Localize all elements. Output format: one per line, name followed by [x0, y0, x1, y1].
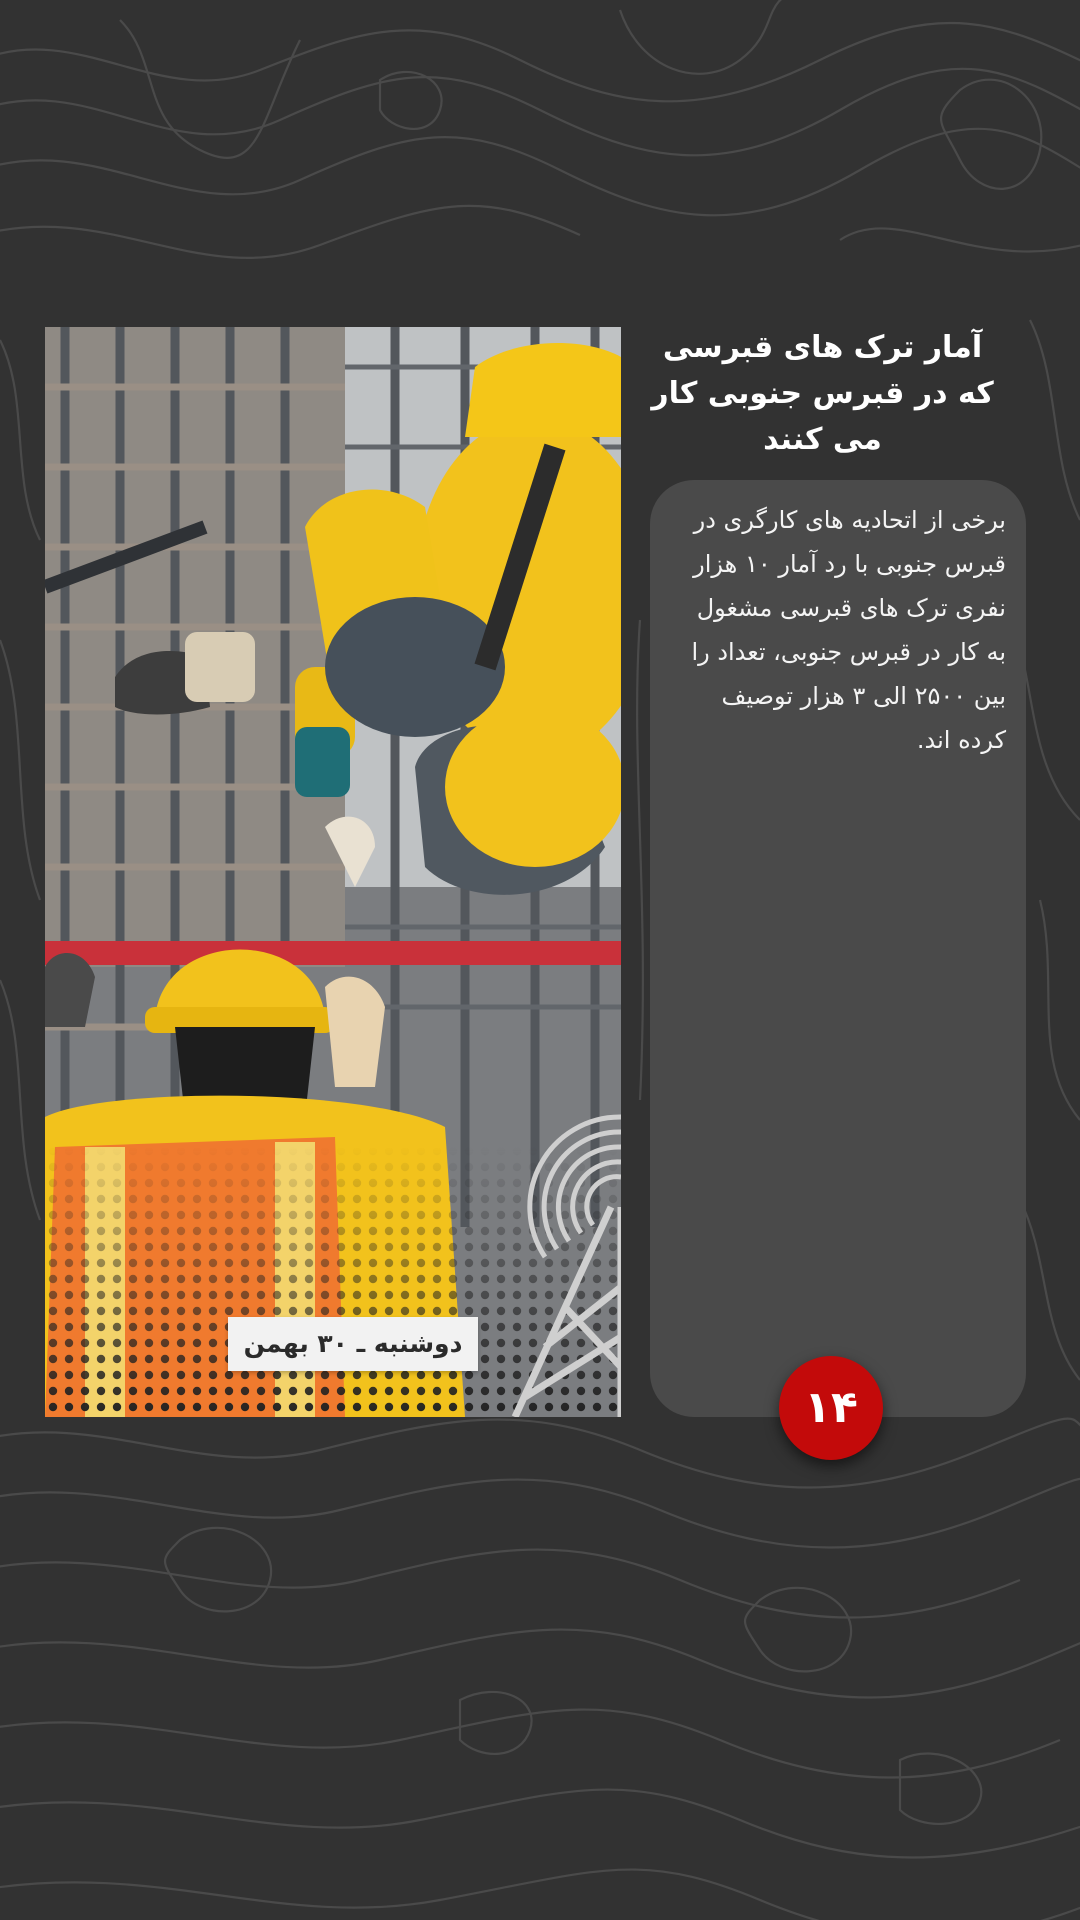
construction-workers-illustration [45, 327, 621, 1417]
news-photo [45, 327, 621, 1417]
page-number-badge: ۱۴ [779, 1356, 883, 1460]
body-text: برخی از اتحادیه های کارگری در قبرس جنوبی با رد آمار ۱۰ هزار نفری ترک های قبرسی مشغول به کار در قبرس جنوبی، تعداد را بین ۲۵۰۰ الی ۳ هزار توصیف کرده اند. [691, 506, 1006, 754]
headline: آمار ترک های قبرسی که در قبرس جنوبی کار می کنند [651, 330, 994, 457]
date-badge: دوشنبه ـ ۳۰ بهمن [228, 1317, 478, 1371]
